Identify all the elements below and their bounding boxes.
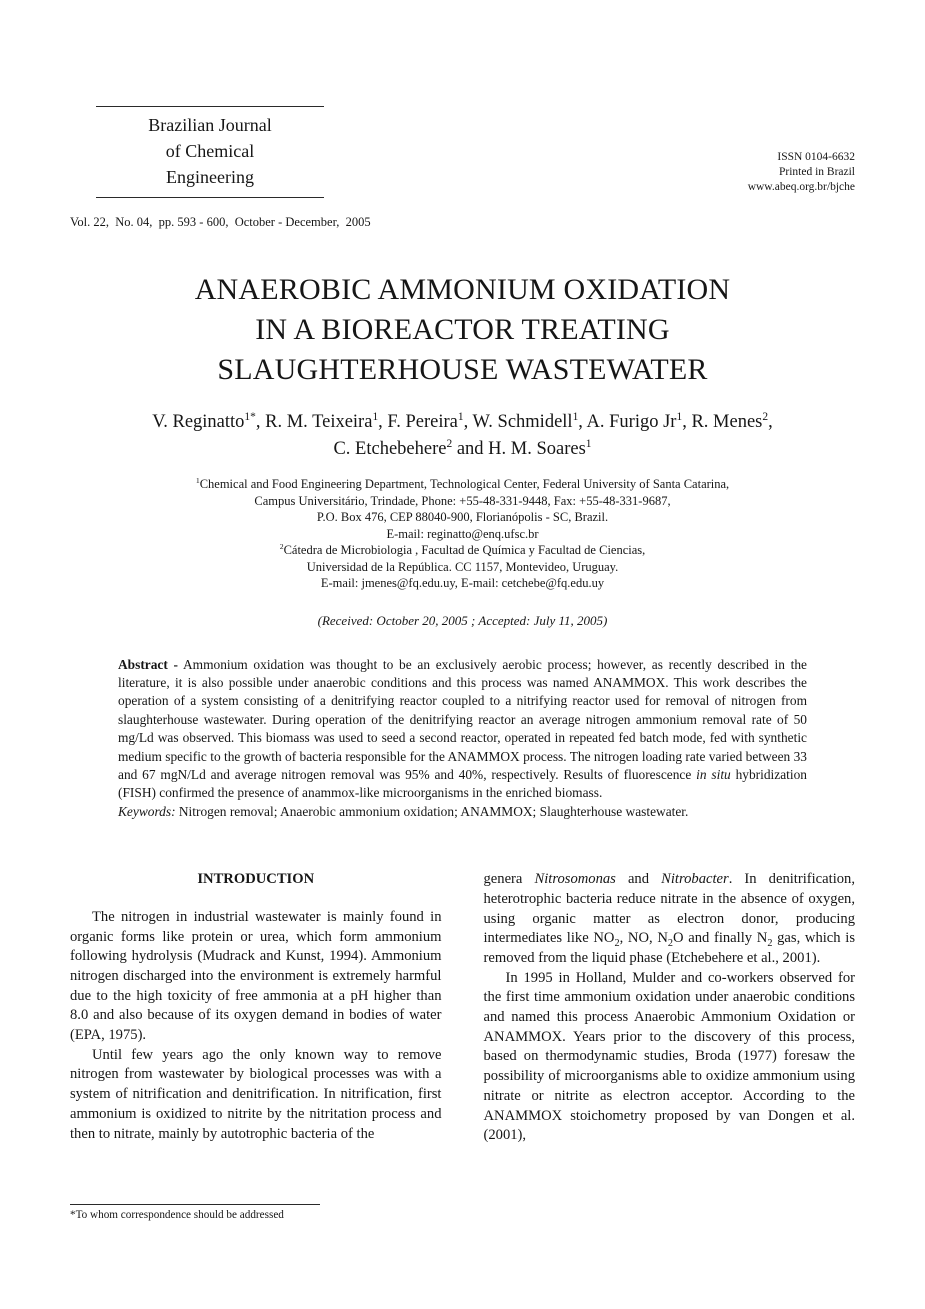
journal-website: www.abeq.org.br/bjche bbox=[747, 181, 855, 193]
title-line-1: ANAEROBIC AMMONIUM OXIDATION bbox=[194, 273, 731, 306]
affiliation-line-6: Universidad de la República. CC 1157, Montevideo, Uruguay. bbox=[306, 559, 619, 574]
intro-paragraph-2: Until few years ago the only known way to remove nitrogen from wastewater by biological processes was with a system of nitrification and denitrification. In nitrification, first ammonium is oxidized to nitrite by the nitritation process and then to nitrate, mainly by autotrophic bacteria of the bbox=[70, 1046, 442, 1142]
keywords-line: Keywords: Nitrogen removal; Anaerobic ammonium oxidation; ANAMMOX; Slaughterhouse wastewater. bbox=[118, 803, 689, 819]
author-line-1: V. Reginatto$^{1*}$, R. M. Teixeira$^1$, F. Pereira$^1$, W. Schmidell$^1$, A. Furigo Jr$^1$, R. Menes$^2$, bbox=[152, 410, 773, 432]
journal-rule-bottom bbox=[96, 197, 324, 198]
journal-name-line-3: Engineering bbox=[166, 167, 254, 187]
correspondence-footnote bbox=[70, 1204, 320, 1221]
affiliation-line-1: $^1$Chemical and Food Engineering Department, Technological Center, Federal University of Santa Catarina, bbox=[195, 475, 730, 491]
affiliation-line-7: E-mail: jmenes@fq.edu.uy, E-mail: cetchebe@fq.edu.uy bbox=[320, 576, 605, 590]
body-columns bbox=[70, 870, 855, 1146]
article-title bbox=[70, 270, 855, 390]
affiliation-line-4: E-mail: reginatto@enq.ufsc.br bbox=[386, 526, 539, 541]
section-heading-introduction: INTRODUCTION bbox=[197, 871, 315, 888]
journal-name-block bbox=[96, 106, 324, 198]
title-line-3: SLAUGHTERHOUSE WASTEWATER bbox=[217, 353, 708, 386]
author-line-2: C. Etchebehere$^2$ and H. M. Soares$^1$ bbox=[333, 437, 592, 459]
intro-paragraph-3: genera Nitrosomonas and Nitrobacter. In denitrification, heterotrophic bacteria reduce nitrate in the absence of oxygen, using organic matter as electron donor, producing intermediates like $NO_2$, NO, $N_2O$ and finally $N_2$ gas, which is removed from the liquid phase (Etchebehere et al., 2001). bbox=[483, 871, 855, 966]
printed-in-text: Printed in Brazil bbox=[778, 166, 855, 178]
footnote-rule bbox=[70, 1204, 320, 1205]
intro-paragraph-1: The nitrogen in industrial wastewater is mainly found in organic forms like protein or urea, which form ammonium following hydrolysis (Mudrack and Kunst, 1994). Ammonium nitrogen discharged into the environment is extremely harmful due to the high toxicity of free ammonia at a pH higher than 8.0 and also because of its oxygen demand in bodies of water (EPA, 1975). bbox=[70, 908, 442, 1044]
affiliation-line-5: $^2$Cátedra de Microbiologia , Facultad de Química y Facultad de Ciencias, bbox=[279, 541, 646, 557]
journal-name-line-1: Brazilian Journal bbox=[148, 115, 272, 135]
masthead bbox=[70, 0, 855, 198]
affiliation-line-3: P.O. Box 476, CEP 88040-900, Florianópolis - SC, Brazil. bbox=[316, 510, 609, 524]
issn-block bbox=[748, 150, 855, 195]
author-list bbox=[70, 409, 855, 463]
left-column bbox=[70, 870, 442, 1146]
title-line-2: IN A BIOREACTOR TREATING bbox=[255, 313, 670, 346]
journal-name-line-2: of Chemical bbox=[165, 141, 255, 161]
journal-name bbox=[96, 107, 324, 197]
footnote-text: *To whom correspondence should be addressed bbox=[70, 1209, 284, 1221]
abstract-block bbox=[118, 656, 807, 822]
intro-paragraph-4: In 1995 in Holland, Mulder and co-workers observed for the first time ammonium oxidation under anaerobic conditions and named this process Anaerobic Ammonium Oxidation or ANAMMOX. Years prior to the discovery of this process, based on thermodynamic studies, Broda (1977) foresaw the possibility of microorganisms able to oxidize ammonium using nitrate or nitrite as electron acceptor. According to the ANAMMOX stoichometry proposed by van Dongen et al. (2001), bbox=[483, 969, 855, 1144]
right-column bbox=[484, 870, 856, 1146]
volume-info: Vol. 22, No. 04, pp. 593 - 600, October - December, 2005 bbox=[70, 215, 371, 229]
abstract-text: Abstract - Ammonium oxidation was thought to be an exclusively aerobic process; however, as recently described in the literature, it is also possible under anaerobic conditions and this process was named ANAMMOX. This work describes the operation of a system consisting of a denitrifying reactor coupled to a nitrifying reactor used for removal of nitrogen from slaughterhouse wastewater. During operation of the denitrifying reactor an average nitrogen ammonium removal rate of 50 mg/Ld was observed. This biomass was used to seed a second reactor, operated in repeated fed batch mode, fed with synthetic medium specific to the growth of bacteria responsible for the ANAMMOX process. The nitrogen loading rate varied between 33 and 67 mgN/Ld and average nitrogen removal was 95% and 40%, respectively. Results of fluorescence in situ hybridization (FISH) confirmed the presence of anammox-like microorganisms in the enriched biomass. bbox=[118, 656, 807, 801]
affiliation-line-2: Campus Universitário, Trindade, Phone: +55-48-331-9448, Fax: +55-48-331-9687, bbox=[254, 493, 671, 508]
issn-text: ISSN 0104-6632 bbox=[777, 151, 855, 163]
affiliations-block bbox=[70, 476, 855, 592]
received-accepted-line: (Received: October 20, 2005 ; Accepted: July 11, 2005) bbox=[317, 612, 608, 628]
